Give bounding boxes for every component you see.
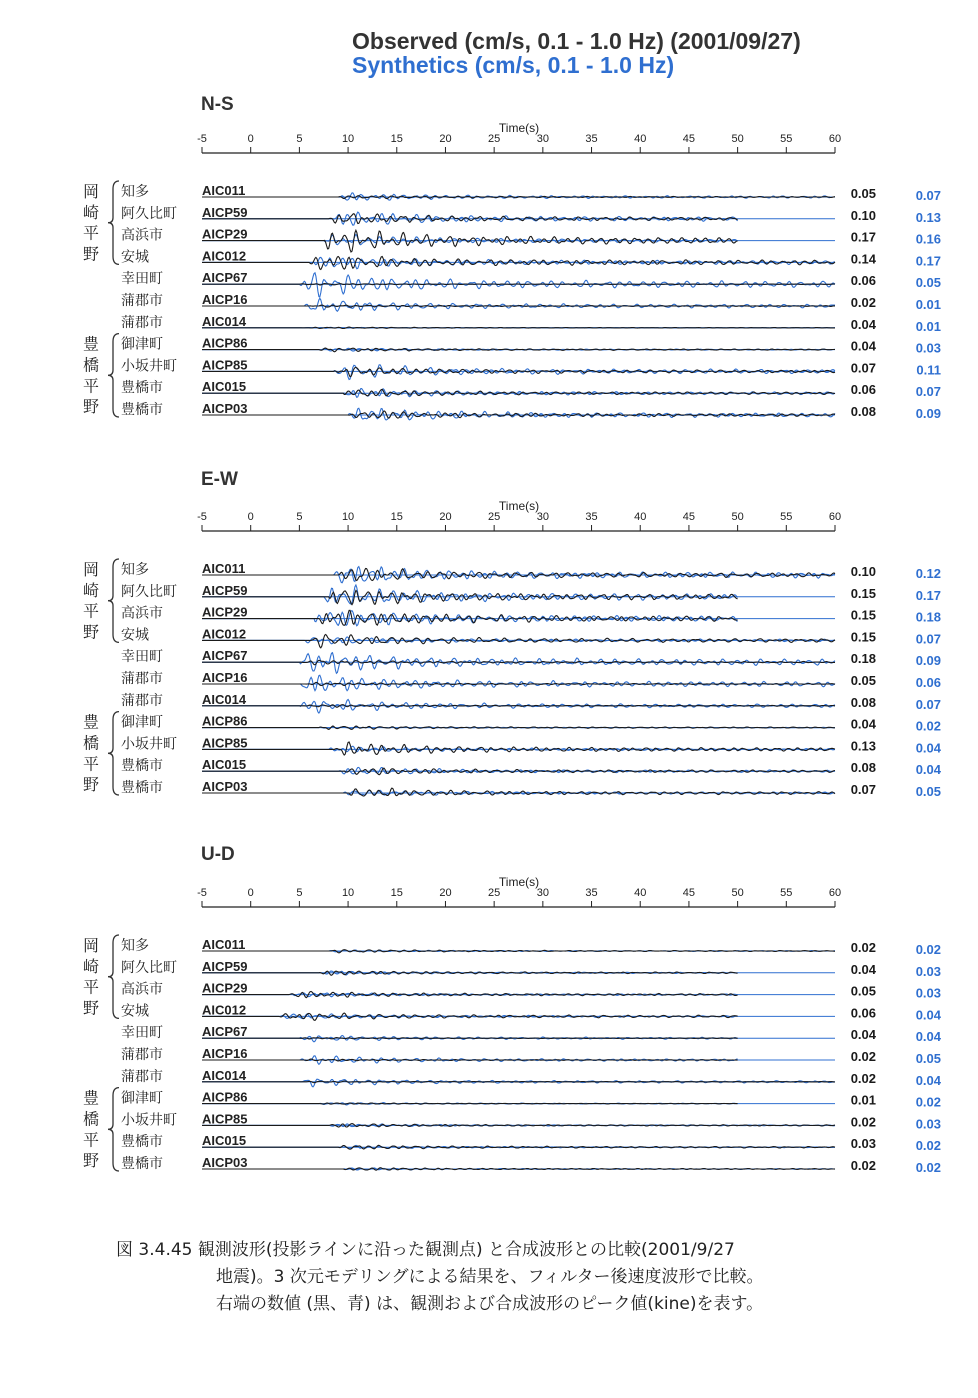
x-tick-label: 35 <box>585 511 598 523</box>
station-place: 蒲郡市 <box>121 692 163 709</box>
station-place: 豊橋市 <box>121 402 163 418</box>
observed-peak-value: 0.13 <box>850 738 876 754</box>
synthetic-peak-value: 0.03 <box>915 985 941 1001</box>
x-axis-title: Time(s) <box>498 499 540 513</box>
x-tick-label: 0 <box>247 133 254 145</box>
x-tick-label: 45 <box>682 511 696 523</box>
observed-peak-value: 0.04 <box>850 961 876 977</box>
station-code: AICP03 <box>202 1155 248 1170</box>
group-name-char: 平 <box>82 376 100 396</box>
x-tick-label: 60 <box>828 887 842 899</box>
synthetic-peak-value: 0.03 <box>915 963 941 979</box>
station-code: AIC012 <box>202 248 247 264</box>
observed-peak-value: 0.06 <box>850 1005 876 1021</box>
group-name-char: 平 <box>82 754 100 774</box>
group-name-char: 豊 <box>82 712 100 732</box>
x-tick-label: 25 <box>488 133 501 145</box>
observed-peak-value: 0.02 <box>850 1158 876 1173</box>
synthetic-peak-value: 0.05 <box>915 784 941 799</box>
x-tick-label: 55 <box>780 511 793 523</box>
synthetic-peak-value: 0.06 <box>915 675 941 690</box>
station-code: AICP29 <box>202 980 248 996</box>
synthetic-peak-value: 0.02 <box>915 1160 941 1175</box>
station-code: AICP85 <box>202 1111 248 1127</box>
station-code: AICP59 <box>202 582 248 598</box>
group-name-char: 平 <box>82 977 100 997</box>
group-name-char: 野 <box>82 244 100 264</box>
observed-trace <box>202 367 835 376</box>
station-place: 知多 <box>121 184 149 200</box>
x-tick-label: 40 <box>634 887 647 899</box>
synthetic-peak-value: 0.12 <box>915 566 941 581</box>
station-place: 小坂井町 <box>121 736 177 753</box>
observed-trace <box>202 742 835 755</box>
synthetic-peak-value: 0.17 <box>915 587 941 603</box>
synthetic-peak-value: 0.04 <box>915 1029 941 1045</box>
observed-trace <box>202 1038 738 1039</box>
x-tick-label: -5 <box>197 133 207 145</box>
synthetic-peak-value: 0.04 <box>915 762 941 778</box>
synthetic-trace <box>202 235 738 245</box>
group-name-char: 平 <box>82 601 100 621</box>
x-tick-label: 55 <box>780 133 793 145</box>
station-code: AIC014 <box>202 691 247 707</box>
x-tick-label: 20 <box>439 133 452 145</box>
observed-peak-value: 0.17 <box>850 229 876 245</box>
group-bracket <box>108 334 119 417</box>
station-place: 幸田町 <box>121 271 163 288</box>
station-code: AICP86 <box>202 1089 248 1105</box>
x-tick-label: 40 <box>634 511 647 523</box>
synthetic-peak-value: 0.04 <box>915 740 941 756</box>
group-name-char: 野 <box>82 397 100 417</box>
group-name-char: 野 <box>82 775 100 795</box>
observed-peak-value: 0.10 <box>850 207 876 223</box>
x-tick-label: 30 <box>536 887 549 899</box>
station-code: AICP59 <box>202 958 248 974</box>
component-label: U-D <box>201 844 235 865</box>
synthetic-peak-value: 0.16 <box>915 231 941 247</box>
synthetic-trace <box>202 1079 835 1087</box>
group-name-char: 橋 <box>82 355 100 375</box>
x-tick-label: -5 <box>197 511 207 523</box>
synthetic-peak-value: 0.13 <box>915 209 941 225</box>
x-tick-label: 50 <box>731 133 744 145</box>
observed-peak-value: 0.14 <box>850 251 876 267</box>
chart-panel-ns <box>0 90 978 450</box>
synthetic-peak-value: 0.09 <box>915 653 941 669</box>
station-place: 蒲郡市 <box>121 1068 163 1085</box>
x-tick-label: 55 <box>780 887 793 899</box>
station-code: AICP16 <box>202 1046 248 1061</box>
observed-peak-value: 0.08 <box>850 404 876 419</box>
x-tick-label: 30 <box>536 511 549 523</box>
observed-trace <box>202 635 835 648</box>
x-tick-label: 60 <box>828 133 842 145</box>
group-bracket <box>108 712 119 795</box>
group-name-char: 岡 <box>82 560 100 579</box>
x-tick-label: 25 <box>488 887 501 899</box>
station-place: 安城 <box>121 249 149 266</box>
station-place: 知多 <box>121 938 149 954</box>
station-place: 知多 <box>121 562 149 578</box>
synthetic-peak-value: 0.05 <box>915 275 941 291</box>
group-bracket <box>108 559 119 642</box>
component-label: E-W <box>201 469 238 490</box>
synthetic-peak-value: 0.03 <box>915 340 941 356</box>
synthetic-peak-value: 0.04 <box>915 1072 941 1088</box>
station-place: 御津町 <box>121 1090 163 1107</box>
observed-peak-value: 0.18 <box>850 651 876 667</box>
x-axis-title: Time(s) <box>498 121 540 135</box>
synthetic-trace <box>202 298 835 311</box>
group-name-char: 崎 <box>82 956 100 976</box>
station-place: 御津町 <box>121 714 163 731</box>
group-bracket <box>108 1088 119 1171</box>
observed-peak-value: 0.03 <box>850 1136 876 1152</box>
station-code: AICP03 <box>202 779 248 794</box>
synthetic-peak-value: 0.07 <box>915 696 941 712</box>
station-code: AICP67 <box>202 1024 248 1040</box>
group-name-char: 崎 <box>82 202 100 222</box>
synthetic-peak-value: 0.18 <box>915 609 941 625</box>
station-code: AIC012 <box>202 626 247 642</box>
observed-peak-value: 0.08 <box>850 694 876 710</box>
station-code: AICP16 <box>202 670 248 685</box>
synthetic-peak-value: 0.17 <box>915 253 941 269</box>
x-tick-label: 0 <box>247 887 254 899</box>
station-place: 幸田町 <box>121 649 163 666</box>
station-place: 小坂井町 <box>121 358 177 375</box>
station-place: 豊橋市 <box>121 1156 163 1172</box>
synthetic-peak-value: 0.09 <box>915 406 941 421</box>
station-place: 蒲郡市 <box>121 671 163 687</box>
observed-trace <box>202 1124 835 1127</box>
station-code: AICP03 <box>202 401 248 416</box>
waveform-chart-ns <box>0 90 978 450</box>
observed-peak-value: 0.10 <box>850 564 876 579</box>
station-code: AIC012 <box>202 1002 247 1018</box>
station-place: 高浜市 <box>121 605 163 622</box>
station-place: 豊橋市 <box>121 780 163 796</box>
synthetic-peak-value: 0.02 <box>915 942 941 957</box>
station-code: AICP29 <box>202 226 248 242</box>
group-name-char: 橋 <box>82 1109 100 1129</box>
synthetic-peak-value: 0.07 <box>915 188 941 203</box>
x-tick-label: 30 <box>536 133 549 145</box>
observed-peak-value: 0.15 <box>850 607 876 623</box>
x-axis-title: Time(s) <box>498 875 540 889</box>
caption-line-2: 地震)。3 次元モデリングによる結果を、フィルター後速度波形で比較。 <box>216 1267 764 1287</box>
station-code: AIC011 <box>202 937 246 952</box>
synthetic-peak-value: 0.04 <box>915 1007 941 1023</box>
station-place: 豊橋市 <box>121 380 163 397</box>
observed-peak-value: 0.04 <box>850 716 876 732</box>
observed-trace <box>202 590 738 604</box>
observed-peak-value: 0.02 <box>850 295 876 310</box>
station-place: 豊橋市 <box>121 1134 163 1151</box>
station-place: 蒲郡市 <box>121 1047 163 1063</box>
station-place: 幸田町 <box>121 1025 163 1042</box>
synthetic-trace <box>202 675 835 691</box>
station-code: AIC015 <box>202 757 247 773</box>
x-tick-label: 20 <box>439 511 452 523</box>
station-place: 豊橋市 <box>121 758 163 775</box>
station-code: AIC015 <box>202 379 247 395</box>
station-code: AICP67 <box>202 270 248 286</box>
waveform-chart-ud <box>0 844 978 1204</box>
x-tick-label: 25 <box>488 511 501 523</box>
station-code: AIC015 <box>202 1133 247 1149</box>
synthetic-peak-value: 0.07 <box>915 384 941 400</box>
observed-peak-value: 0.05 <box>850 673 876 688</box>
x-tick-label: 10 <box>341 133 355 145</box>
station-code: AICP85 <box>202 735 248 751</box>
observed-peak-value: 0.04 <box>850 1027 876 1043</box>
observed-trace <box>202 348 835 352</box>
station-place: 安城 <box>121 1003 149 1020</box>
x-tick-label: 40 <box>634 133 647 145</box>
station-code: AICP67 <box>202 648 248 664</box>
observed-title: Observed (cm/s, 0.1 - 1.0 Hz) (2001/09/27) <box>352 28 801 54</box>
chart-panel-ud <box>0 844 978 1204</box>
observed-trace <box>202 726 835 729</box>
x-tick-label: 50 <box>731 887 744 899</box>
observed-peak-value: 0.02 <box>850 1070 876 1086</box>
synthetic-peak-value: 0.05 <box>915 1051 941 1066</box>
x-tick-label: 50 <box>731 511 744 523</box>
observed-trace <box>202 682 835 685</box>
x-tick-label: 0 <box>247 511 254 523</box>
group-bracket <box>108 935 119 1018</box>
synthetic-peak-value: 0.01 <box>915 297 941 312</box>
group-name-char: 野 <box>82 1151 100 1171</box>
observed-peak-value: 0.04 <box>850 338 876 354</box>
group-name-char: 橋 <box>82 733 100 753</box>
waveform-chart-ew <box>0 468 978 828</box>
station-place: 安城 <box>121 627 149 644</box>
group-name-char: 岡 <box>82 182 100 201</box>
chart-panel-ew <box>0 468 978 828</box>
x-tick-label: 15 <box>390 133 403 145</box>
station-place: 阿久比町 <box>121 959 177 976</box>
caption-line-3: 右端の数値 (黒、青) は、観測および合成波形のピーク値(kine)を表す。 <box>216 1294 764 1314</box>
observed-peak-value: 0.02 <box>850 940 876 955</box>
observed-peak-value: 0.02 <box>850 1114 876 1130</box>
synthetic-peak-value: 0.02 <box>915 1138 941 1154</box>
synthetic-peak-value: 0.01 <box>915 318 941 334</box>
station-code: AIC014 <box>202 1067 247 1083</box>
x-tick-label: 45 <box>682 887 696 899</box>
observed-peak-value: 0.06 <box>850 382 876 398</box>
station-place: 小坂井町 <box>121 1112 177 1129</box>
observed-peak-value: 0.05 <box>850 983 876 999</box>
station-code: AIC014 <box>202 313 247 329</box>
station-code: AICP86 <box>202 713 248 729</box>
group-name-char: 岡 <box>82 936 100 955</box>
station-code: AICP85 <box>202 357 248 373</box>
station-place: 御津町 <box>121 336 163 353</box>
synthetics-title: Synthetics (cm/s, 0.1 - 1.0 Hz) <box>352 52 675 78</box>
x-tick-label: 10 <box>341 511 355 523</box>
x-tick-label: 20 <box>439 887 452 899</box>
caption-line-1: 図 3.4.45 観測波形(投影ラインに沿った観測点) と合成波形との比較(2001/9/27 <box>116 1240 735 1260</box>
observed-peak-value: 0.02 <box>850 1049 876 1064</box>
x-tick-label: 35 <box>585 133 598 145</box>
observed-peak-value: 0.07 <box>850 782 876 797</box>
x-tick-label: 10 <box>341 887 355 899</box>
synthetic-peak-value: 0.03 <box>915 1116 941 1132</box>
station-code: AIC011 <box>202 183 246 198</box>
observed-trace <box>202 705 835 708</box>
station-code: AICP59 <box>202 204 248 220</box>
observed-trace <box>202 950 835 953</box>
station-code: AICP29 <box>202 604 248 620</box>
x-tick-label: -5 <box>197 887 207 899</box>
x-tick-label: 15 <box>390 511 403 523</box>
observed-peak-value: 0.07 <box>850 360 876 376</box>
group-name-char: 平 <box>82 223 100 243</box>
observed-peak-value: 0.08 <box>850 760 876 776</box>
x-tick-label: 15 <box>390 887 403 899</box>
observed-trace <box>202 411 835 418</box>
figure-caption <box>116 1237 916 1318</box>
station-code: AIC011 <box>202 561 246 576</box>
station-code: AICP16 <box>202 292 248 307</box>
observed-trace <box>202 660 835 665</box>
synthetic-peak-value: 0.07 <box>915 631 941 647</box>
group-bracket <box>108 181 119 264</box>
group-name-char: 平 <box>82 1130 100 1150</box>
observed-peak-value: 0.04 <box>850 316 876 332</box>
station-place: 蒲郡市 <box>121 293 163 309</box>
observed-peak-value: 0.15 <box>850 585 876 601</box>
group-name-char: 野 <box>82 998 100 1018</box>
observed-peak-value: 0.06 <box>850 273 876 289</box>
station-place: 高浜市 <box>121 981 163 998</box>
x-tick-label: 5 <box>296 511 303 523</box>
x-tick-label: 5 <box>296 133 303 145</box>
x-tick-label: 35 <box>585 887 598 899</box>
station-place: 阿久比町 <box>121 583 177 600</box>
station-place: 蒲郡市 <box>121 314 163 331</box>
station-place: 高浜市 <box>121 227 163 244</box>
group-name-char: 崎 <box>82 580 100 600</box>
synthetic-peak-value: 0.02 <box>915 718 941 734</box>
x-tick-label: 5 <box>296 887 303 899</box>
synthetic-peak-value: 0.11 <box>916 362 941 378</box>
group-name-char: 野 <box>82 622 100 642</box>
observed-peak-value: 0.01 <box>850 1092 876 1108</box>
component-label: N-S <box>201 94 234 115</box>
x-tick-label: 45 <box>682 133 696 145</box>
observed-peak-value: 0.05 <box>850 186 876 201</box>
synthetic-trace <box>202 582 738 604</box>
group-name-char: 豊 <box>82 1088 100 1108</box>
observed-peak-value: 0.15 <box>850 629 876 645</box>
group-name-char: 豊 <box>82 334 100 354</box>
station-code: AICP86 <box>202 335 248 351</box>
synthetic-peak-value: 0.02 <box>915 1094 941 1110</box>
x-tick-label: 60 <box>828 511 842 523</box>
station-place: 阿久比町 <box>121 205 177 222</box>
